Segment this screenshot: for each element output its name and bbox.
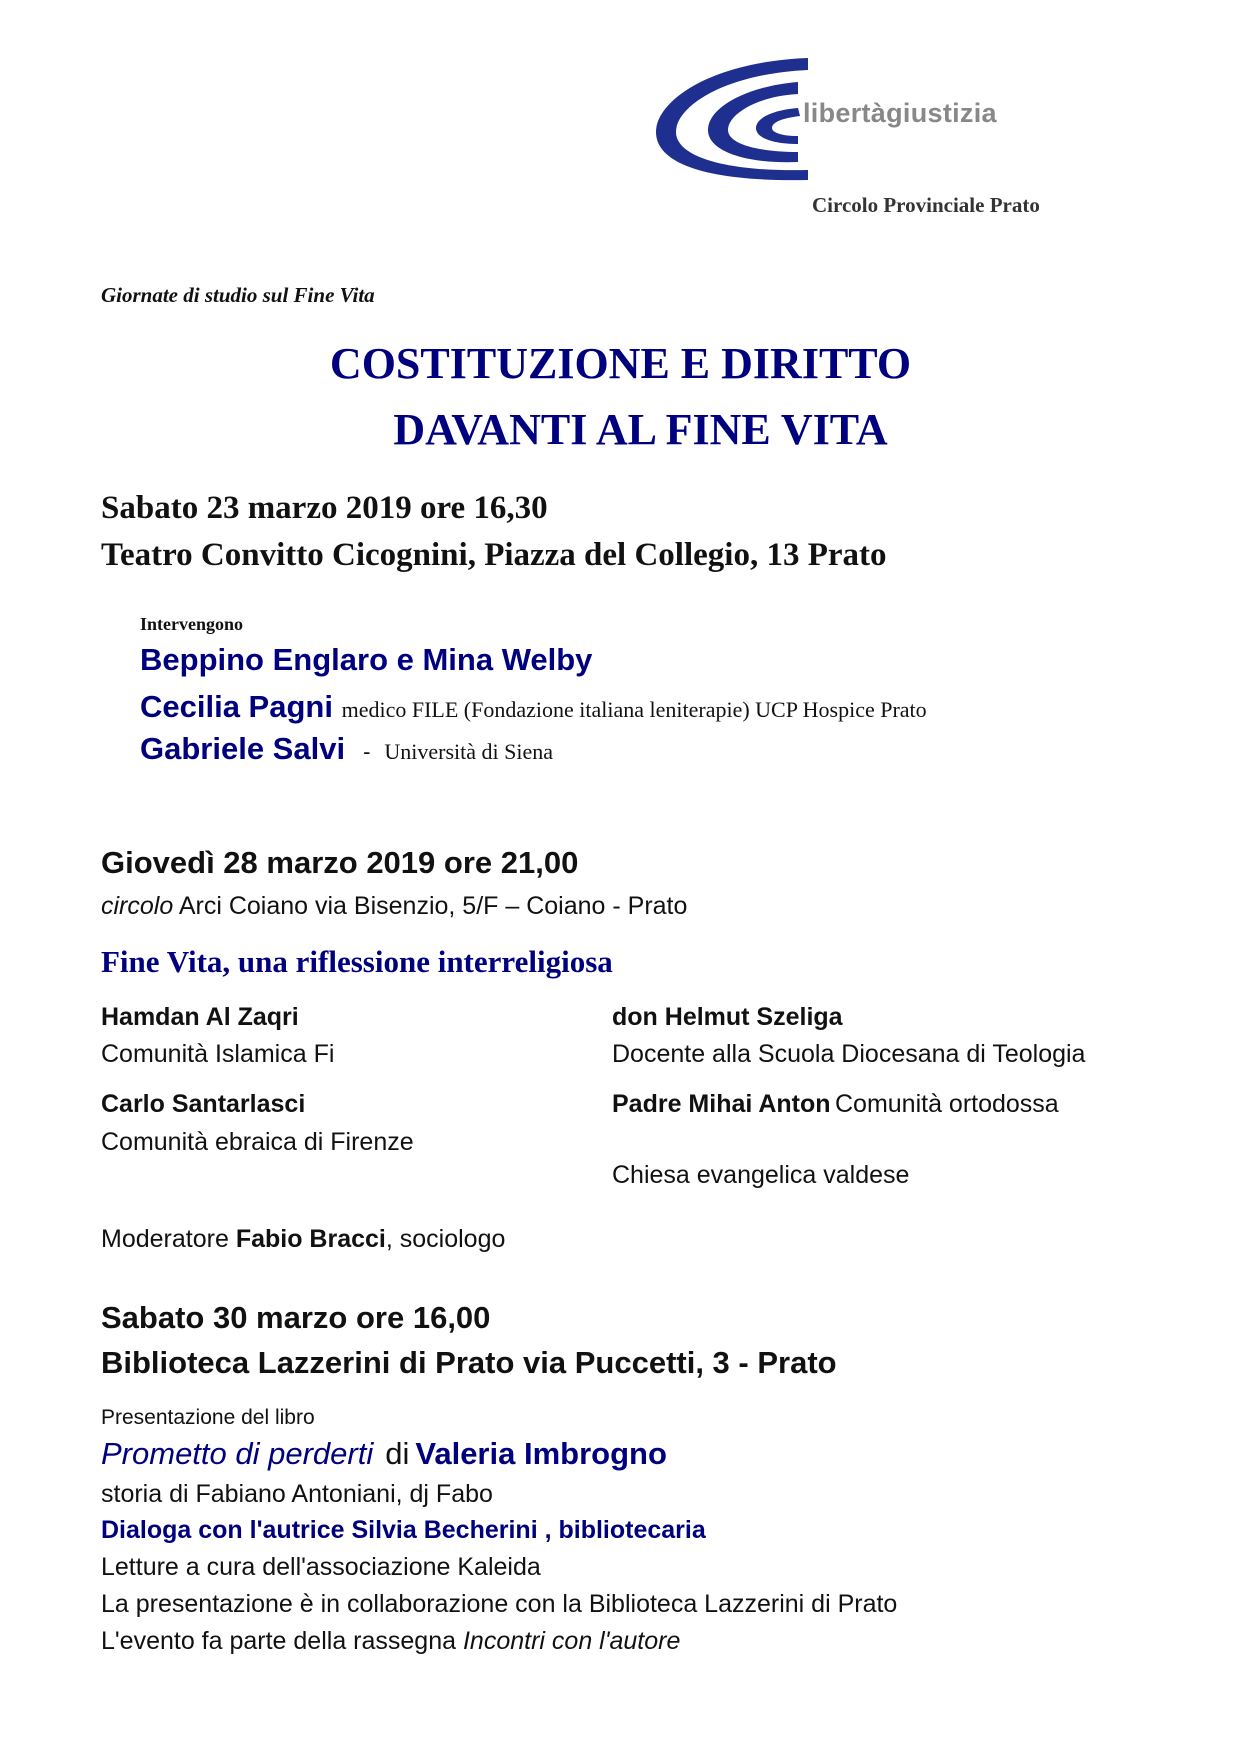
event3-place: Biblioteca Lazzerini di Prato via Puccetti, 3 - Prato bbox=[101, 1345, 837, 1380]
series-line bbox=[101, 1627, 680, 1656]
participant-affiliation: Comunità ebraica di Firenze bbox=[101, 1128, 414, 1156]
speaker-name: Cecilia Pagni bbox=[140, 689, 333, 724]
moderator bbox=[101, 1225, 505, 1254]
moderator-role: , sociologo bbox=[385, 1225, 506, 1253]
event1-date: Sabato 23 marzo 2019 ore 16,30 bbox=[101, 490, 548, 526]
dialog-line: Dialoga con l'autrice Silvia Becherini , bibliotecaria bbox=[101, 1516, 706, 1544]
series-name: Incontri con l'autore bbox=[462, 1627, 681, 1655]
circolo-label: Circolo Provinciale Prato bbox=[812, 193, 1040, 217]
participant-name: Padre Mihai Anton bbox=[612, 1090, 831, 1118]
participant-affiliation: Chiesa evangelica valdese bbox=[612, 1161, 910, 1189]
speaker-note: medico FILE (Fondazione italiana leniterapie) UCP Hospice Prato bbox=[341, 697, 927, 722]
book-line bbox=[101, 1436, 667, 1472]
event2-place bbox=[101, 892, 687, 921]
event2-topic: Fine Vita, una riflessione interreligiosa bbox=[101, 944, 613, 979]
event2-place-italic: circolo bbox=[101, 892, 174, 920]
participant-affiliation: Docente alla Scuola Diocesana di Teologia bbox=[612, 1040, 1086, 1068]
subtitle: Giornate di studio sul Fine Vita bbox=[101, 283, 375, 307]
participant-name: Carlo Santarlasci bbox=[101, 1090, 306, 1118]
participant-name: Hamdan Al Zaqri bbox=[101, 1003, 299, 1031]
event1-place: Teatro Convitto Cicognini, Piazza del Collegio, 13 Prato bbox=[101, 537, 887, 573]
speaker-name: Beppino Englaro e Mina Welby bbox=[140, 642, 593, 677]
participant-name: don Helmut Szeliga bbox=[612, 1003, 843, 1031]
event2-place-text: Arci Coiano via Bisenzio, 5/F – Coiano - Prato bbox=[178, 892, 688, 920]
book-story: storia di Fabiano Antoniani, dj Fabo bbox=[101, 1480, 493, 1508]
speaker-note: Università di Siena bbox=[384, 739, 554, 764]
book-title: Prometto di perderti bbox=[101, 1436, 374, 1471]
title-line-1: COSTITUZIONE E DIRITTO bbox=[329, 339, 912, 388]
speaker-3 bbox=[140, 731, 553, 767]
event3-date: Sabato 30 marzo ore 16,00 bbox=[101, 1300, 491, 1335]
moderator-name: Fabio Bracci bbox=[235, 1225, 386, 1253]
participant-affiliation: Comunità ortodossa bbox=[834, 1090, 1059, 1118]
readings-line: Letture a cura dell'associazione Kaleida bbox=[101, 1553, 541, 1581]
logo-inner-arc bbox=[756, 108, 800, 144]
event2-date: Giovedì 28 marzo 2019 ore 21,00 bbox=[101, 845, 579, 880]
collaboration-line: La presentazione è in collaborazione con la Biblioteca Lazzerini di Prato bbox=[101, 1590, 898, 1618]
speaker-2 bbox=[140, 689, 927, 725]
book-by: di bbox=[385, 1436, 410, 1471]
participant-4 bbox=[612, 1090, 1059, 1119]
moderator-label: Moderatore bbox=[101, 1225, 229, 1253]
series-prefix: L'evento fa parte della rassegna bbox=[101, 1627, 457, 1655]
speakers-label: Intervengono bbox=[140, 614, 243, 634]
speaker-name: Gabriele Salvi bbox=[140, 731, 346, 766]
title-line-2: DAVANTI AL FINE VITA bbox=[393, 405, 888, 454]
speaker-1 bbox=[140, 642, 592, 678]
book-author: Valeria Imbrogno bbox=[415, 1436, 667, 1471]
presentation-label: Presentazione del libro bbox=[101, 1406, 315, 1429]
logo-middle-arc bbox=[708, 82, 798, 162]
participant-affiliation: Comunità Islamica Fi bbox=[101, 1040, 335, 1068]
logo-wordmark: libertàgiustizia bbox=[803, 98, 997, 128]
speaker-separator: - bbox=[363, 739, 371, 764]
